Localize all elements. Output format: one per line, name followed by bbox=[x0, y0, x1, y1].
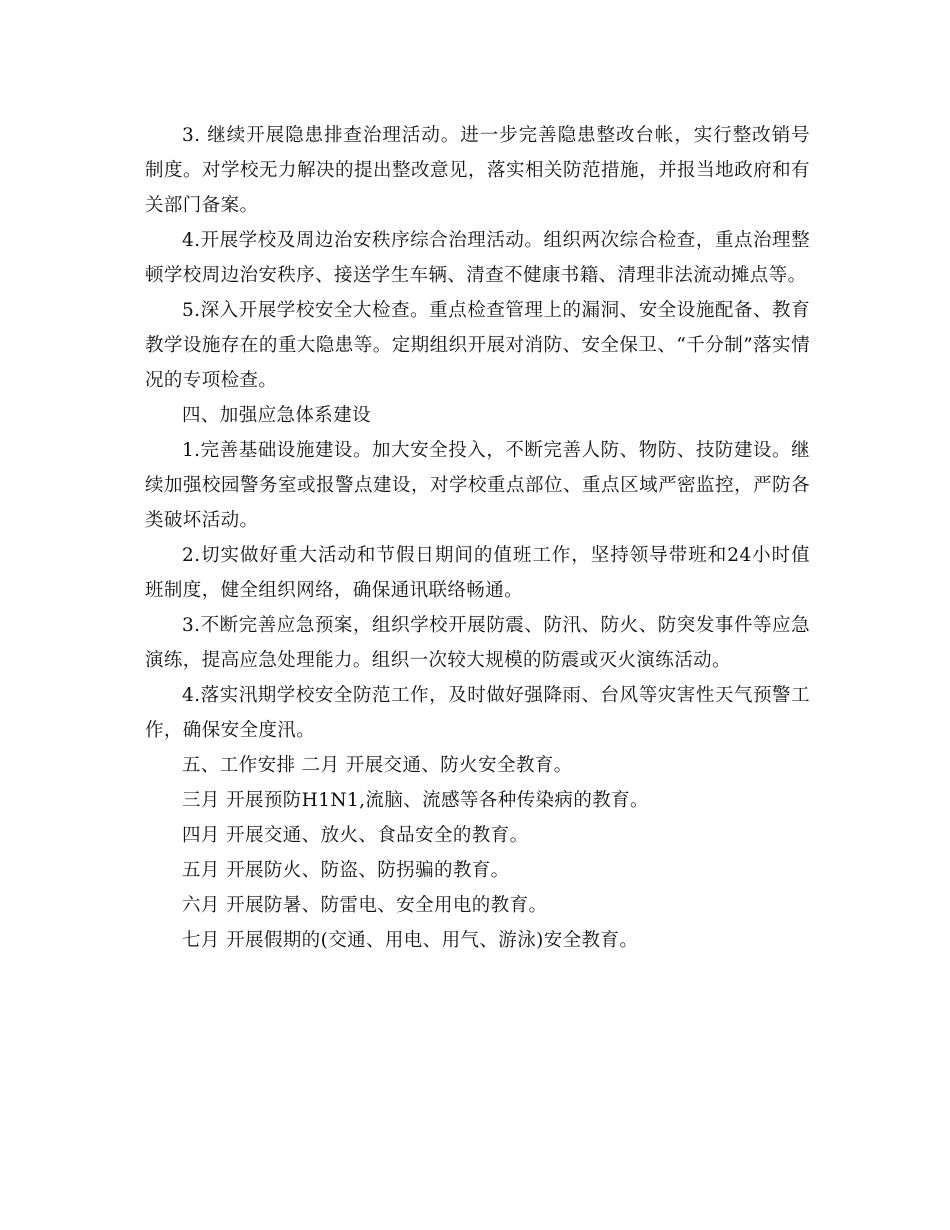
section-heading-work-schedule: 五、工作安排 二月 开展交通、防火安全教育。 bbox=[182, 755, 573, 776]
paragraph-infrastructure: 1.完善基础设施建设。加大安全投入，不断完善人防、物防、技防建设。继续加强校园警务室或报警点建设，对学校重点部位、重点区域严密监控，严防各类破坏活动。 bbox=[145, 440, 810, 531]
document-body bbox=[145, 118, 810, 958]
schedule-item-may: 五月 开展防火、防盗、防拐骗的教育。 bbox=[182, 860, 510, 881]
paragraph-duty-shifts: 2.切实做好重大活动和节假日期间的值班工作，坚持领导带班和24小时值班制度，健全组织网络，确保通讯联络畅通。 bbox=[145, 545, 810, 601]
paragraph-flood-season: 4.落实汛期学校安全防范工作，及时做好强降雨、台风等灾害性天气预警工作，确保安全度汛。 bbox=[145, 685, 810, 741]
paragraph-campus-security-governance: 4.开展学校及周边治安秩序综合治理活动。组织两次综合检查，重点治理整顿学校周边治安秩序、接送学生车辆、清查不健康书籍、清理非法流动摊点等。 bbox=[145, 230, 810, 286]
paragraph-hazard-rectification: 3. 继续开展隐患排查治理活动。进一步完善隐患整改台帐，实行整改销号制度。对学校无力解决的提出整改意见，落实相关防范措施，并报当地政府和有关部门备案。 bbox=[145, 125, 810, 216]
schedule-item-july: 七月 开展假期的(交通、用电、用气、游泳)安全教育。 bbox=[182, 930, 639, 951]
paragraph-safety-inspection: 5.深入开展学校安全大检查。重点检查管理上的漏洞、安全设施配备、教育教学设施存在的重大隐患等。定期组织开展对消防、安全保卫、“千分制”落实情况的专项检查。 bbox=[145, 300, 810, 391]
schedule-item-june: 六月 开展防暑、防雷电、安全用电的教育。 bbox=[182, 895, 548, 916]
schedule-item-march: 三月 开展预防H1N1,流脑、流感等各种传染病的教育。 bbox=[182, 790, 649, 811]
schedule-item-april: 四月 开展交通、放火、食品安全的教育。 bbox=[182, 825, 529, 846]
section-heading-emergency-system: 四、加强应急体系建设 bbox=[182, 405, 372, 426]
paragraph-emergency-plans: 3.不断完善应急预案，组织学校开展防震、防汛、防火、防突发事件等应急演练，提高应急处理能力。组织一次较大规模的防震或灭火演练活动。 bbox=[145, 615, 810, 671]
